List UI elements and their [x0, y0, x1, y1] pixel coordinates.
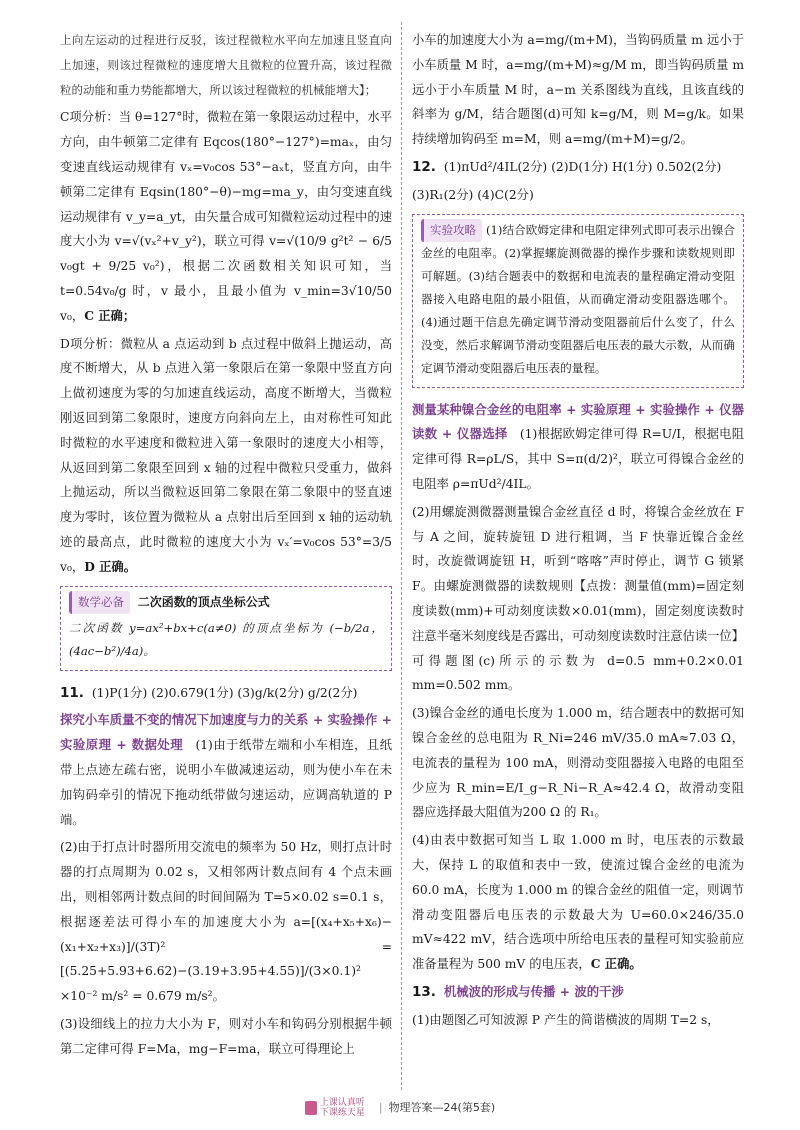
- q13-number: 13.: [412, 983, 436, 1000]
- q12-p4-text: (4)由表中数据可知当 L 取 1.000 m 时，电压表的示数最大，保持 L 的取值和表中一致，使流过镍合金丝的电流为 60.0 mA，长度为 1.000 m 的镍合金丝的阻值一定，则调节滑动变阻器后电压表的示数最大为 U=60.0×246/35.0 mV≈422 mV，结合选项中所给电压表的量程可知实验前应准备量程为 500 mV 的电压表，: [412, 833, 744, 972]
- experiment-tip: [421, 219, 735, 380]
- q12-answer-line1: (1)πUd²/4IL(2分) (2)D(1分) H(1分) 0.502(2分): [443, 159, 722, 174]
- q12-p4-result: C 正确。: [590, 956, 642, 972]
- experiment-tip-badge: 实验攻略: [421, 219, 482, 242]
- q12-p3: (3)镍合金丝的通电长度为 1.000 m，结合题表中的数据可知镍合金丝的总电阻为 R_Ni=246 mV/35.0 mA≈7.03 Ω，电流表的量程为 100 mA，则滑动变阻器接入电路的电阻至少应为 R_min=E/I_g−R_Ni−R_A≈42.4 Ω，故滑动变阻器应选择最大阻值为200 Ω 的 R₁。: [412, 706, 744, 820]
- experiment-tip-box: [412, 214, 744, 388]
- q12-p2: (2)用螺旋测微器测量镍合金丝直径 d 时，将镍合金丝放在 F 与 A 之间，旋转旋钮 D 进行粗调，当 F 快靠近镍合金丝时，改旋微调旋钮 H，听到“喀喀”声时停止，调节 G 锁紧 F。由螺旋测微器的读数规则【点拨：测量值(mm)=固定刻度读数(mm)+可动刻度读数×0.01(mm)，固定刻度读数时注意半毫米刻度线是否露出，可动刻度读数时注意估读一位】可得题图(c)所示的示数为 d=0.5 mm+0.2×0.01 mm=0.502 mm。: [412, 504, 745, 693]
- q11-p2: (2)由于打点计时器所用交流电的频率为 50 Hz，则打点计时器的打点周期为 0.02 s，又相邻两计数点间有 4 个点未画出，则相邻两计数点间的时间间隔为 T=5×0.02 s=0.1 s，根据逐差法可得小车的加速度大小为 a=[(x₄+x₅+x₆)−(x₁+x₂+x₃)]/(3T)² = [(5.25+5.93+6.62)−(3.19+3.95+4.55)]/(3×0.1)² ×10⁻² m/s² = 0.679 m/s²。: [60, 840, 392, 1004]
- c-analysis: [60, 105, 392, 328]
- continued-note: 上向左运动的过程进行反驳，该过程微粒水平向左加速且竖直向上加速，则该过程微粒的速度增大且微粒的位置升高，该过程微粒的动能和重力势能都增大，所以该过程微粒的机械能增大】；: [60, 33, 392, 97]
- page-footer: [0, 1098, 800, 1118]
- left-column: [60, 28, 392, 1064]
- q11-p3: (3)设细线上的拉力大小为 F，则对小车和钩码分别根据牛顿第二定律可得 F=Ma，mg−F=ma，联立可得理论上: [60, 1016, 392, 1056]
- column-divider: [401, 22, 402, 1090]
- q12-answer-line2: (3)R₁(2分) (4)C(2分): [412, 187, 534, 202]
- q11-answers: [60, 681, 392, 706]
- q11-answer-text: (1)P(1分) (2)0.679(1分) (3)g/k(2分) g/2(2分): [91, 685, 358, 700]
- math-tip-header: [69, 591, 383, 614]
- logo-line-2: 下课练天星: [319, 1108, 365, 1118]
- right-column: [412, 28, 744, 1036]
- d-analysis-text: D项分析：微粒从 a 点运动到 b 点过程中做斜上抛运动，高度不断增大，从 b 点进入第一象限后在第一象限中竖直方向上做初速度为零的匀加速直线运动，高度不断增大，当微粒刚返回到第二象限时，速度方向斜向左上，由对称性可知此时微粒的水平速度和微粒进入第一象限时的速度大小相等，从返回到第二象限至回到 x 轴的过程中微粒只受重力，做斜上抛运动，所以当微粒返回第二象限在第二象限中的竖直速度为零时，该位置为微粒从 a 点射出后至回到 x 轴的运动轨迹的最高点，此时微粒的速度大小为 vₓ′=v₀cos 53°=3/5 v₀，: [60, 336, 392, 574]
- q12-answers: [412, 155, 744, 180]
- math-tip-box: [60, 586, 392, 671]
- math-tip-badge: 数学必备: [69, 591, 130, 614]
- c-result: C 正确；: [84, 307, 136, 323]
- q12-number: 12.: [412, 158, 436, 175]
- c-analysis-text: C项分析：当 θ=127°时，微粒在第一象限运动过程中，水平方向，由牛顿第二定律有 Eqcos(180°−127°)=maₓ，由匀变速直线运动规律有 vₓ=v₀cos 53°−aₓt，竖直方向，由牛顿第二定律有 Eqsin(180°−θ)−mg=ma_y，由匀变速直线运动规律有 v_y=a_yt，由矢量合成可知微粒运动过程中的速度大小为 v=√(vₓ²+v_y²)，联立可得 v=√(10/9 g²t² − 6/5 v₀gt + 9/25 v₀²)，根据二次函数相关知识可知，当 t=0.54v₀/g 时，v 最小，且最小值为 v_min=3√10/50 v₀，: [60, 110, 392, 323]
- footer-separator: |: [378, 1101, 383, 1114]
- q12-explanation-1: [412, 398, 744, 497]
- logo-mark-icon: [305, 1101, 317, 1115]
- publisher-logo: [305, 1098, 365, 1118]
- q13-topic: 机械波的形成与传播 + 波的干涉: [443, 983, 624, 999]
- experiment-tip-body: (1)结合欧姆定律和电阻定律列式即可表示出镍合金丝的电阻率。(2)掌握螺旋测微器的操作步骤和读数规则即可解题。(3)结合题表中的数据和电流表的量程确定滑动变阻器接入电路电阻的最小阻值，从而确定滑动变阻器选哪个。(4)通过题干信息先确定调节滑动变阻器前后什么变了，什么没变，然后求解调节滑动变阻器后电压表的最大示数，从而确定调节滑动变阻器后电压表的量程。: [421, 222, 735, 375]
- d-analysis: [60, 332, 392, 580]
- q13-header: [412, 980, 744, 1005]
- q12-p1: (1)根据欧姆定律可得 R=U/I，根据电阻定律可得 R=ρL/S，其中 S=π(d/2)²，联立可得镍合金丝的电阻率 ρ=πUd²/4IL。: [412, 427, 744, 491]
- page-label: 物理答案—24(第5套): [388, 1101, 496, 1114]
- q11-continued: 小车的加速度大小为 a=mg/(m+M)，当钩码质量 m 远小于小车质量 M 时，a=mg/(m+M)≈g/M m，即当钩码质量 m 远小于小车质量 M 时，a−m 关系图线为直线，且该直线的斜率为 g/M，结合题图(d)可知 k=g/M，则 M=g/k。如果持续增加钩码至 m=M，则 a=mg/(m+M)=g/2。: [412, 33, 744, 147]
- d-result: D 正确。: [84, 558, 137, 574]
- q11-explanation-1: [60, 708, 392, 832]
- q11-p1: (1)由于纸带左端和小车相连，且纸带上点迹左疏右密，说明小车做减速运动，则为使小车在未加钩码牵引的情况下拖动纸带做匀速运动，应调高轨道的 P 端。: [60, 738, 393, 827]
- q11-topic: 探究小车质量不变的情况下加速度与力的关系 + 实验操作 + 实验原理 + 数据处理: [60, 712, 392, 753]
- q13-p1: (1)由题图乙可知波源 P 产生的简谐横波的周期 T=2 s，: [412, 1012, 720, 1027]
- q12-p4: [412, 828, 744, 977]
- math-tip-title: 二次函数的顶点坐标公式: [137, 594, 270, 609]
- logo-line-1: 上课认真听: [319, 1098, 365, 1108]
- q12-topic: 测量某种镍合金丝的电阻率 + 实验原理 + 实验操作 + 仪器读数 + 仪器选择: [412, 401, 744, 442]
- q11-number: 11.: [60, 684, 84, 701]
- math-tip-body: 二次函数 y=ax²+bx+c(a≠0) 的顶点坐标为 (−b/2a，(4ac−b²)/4a)。: [69, 620, 383, 658]
